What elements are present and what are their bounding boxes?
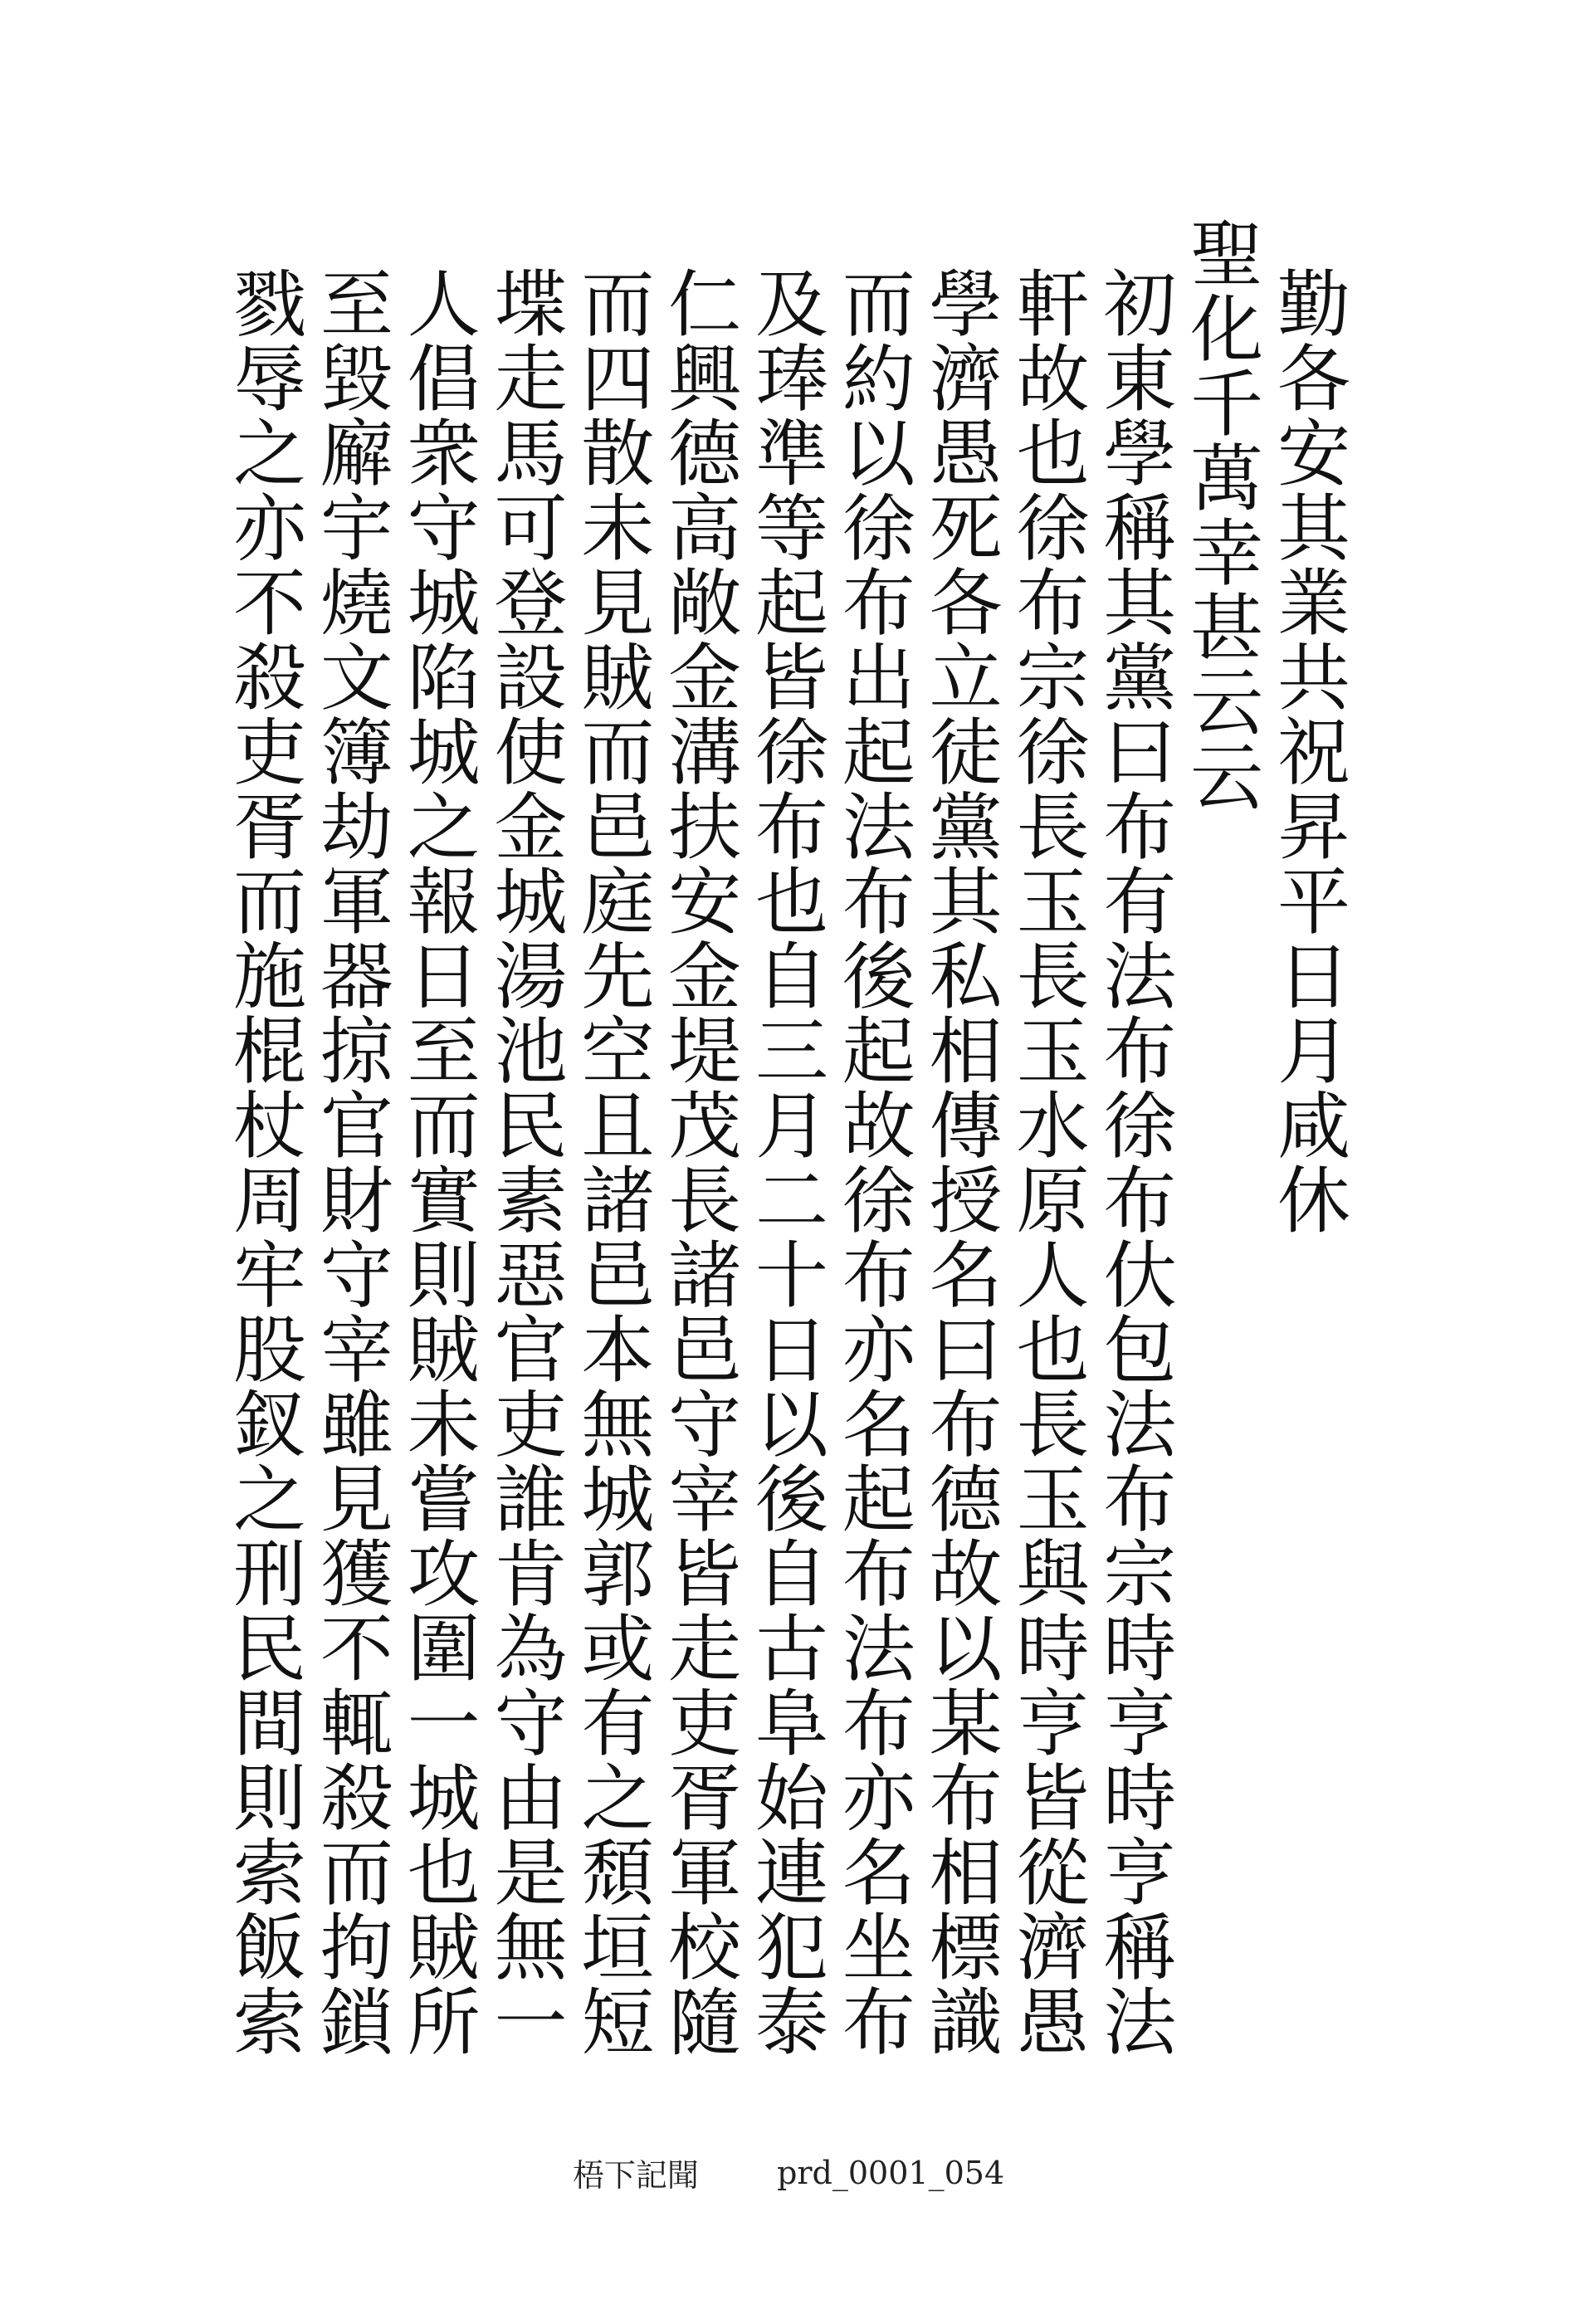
text-column-5: 學濟愚死各立徒黨其私相傳授名曰布德故以某布相標識 bbox=[917, 266, 1003, 2058]
footer-title: 梧下記聞 bbox=[572, 2157, 699, 2194]
text-column-10: 堞走馬可登設使金城湯池民素惡官吏誰肯為守由是無一 bbox=[482, 266, 569, 2058]
text-column-4: 軒故也徐布宗徐長玉長玉水原人也長玉與時亨皆從濟愚 bbox=[1004, 266, 1091, 2058]
footer-code: prd_0001_054 bbox=[777, 2154, 1005, 2191]
text-column-7: 及琫準等起皆徐布也自三月二十日以後自古阜始連犯泰 bbox=[743, 266, 829, 2058]
text-column-6: 而約以徐布出起法布後起故徐布亦名起布法布亦名坐布 bbox=[830, 266, 916, 2058]
text-column-12: 至毀廨宇燒文簿劫軍器掠官財守宰雖見獲不輒殺而拘鎖 bbox=[308, 266, 394, 2058]
vertical-text-block bbox=[222, 216, 1351, 2058]
text-column-13: 戮辱之亦不殺吏胥而施棍杖周牢股釵之刑民間則索飯索 bbox=[222, 266, 307, 2058]
text-column-8: 仁興德高敞金溝扶安金堤茂長諸邑守宰皆走吏胥軍校隨 bbox=[657, 266, 743, 2058]
text-column-1: 勤各安其業共祝昇平日月咸休 bbox=[1265, 266, 1351, 1237]
text-column-9: 而四散未見賊而邑庭先空且諸邑本無城郭或有之頹垣短 bbox=[569, 266, 656, 2058]
page-footer bbox=[0, 2150, 1577, 2195]
text-column-11: 人倡衆守城陷城之報日至而實則賊未嘗攻圍一城也賊所 bbox=[395, 266, 481, 2058]
text-column-3: 初東學稱其黨曰布有法布徐布㐲包法布宗時亨時亨稱法 bbox=[1091, 266, 1178, 2058]
text-column-2: 聖化千萬幸甚云云 bbox=[1179, 216, 1265, 813]
